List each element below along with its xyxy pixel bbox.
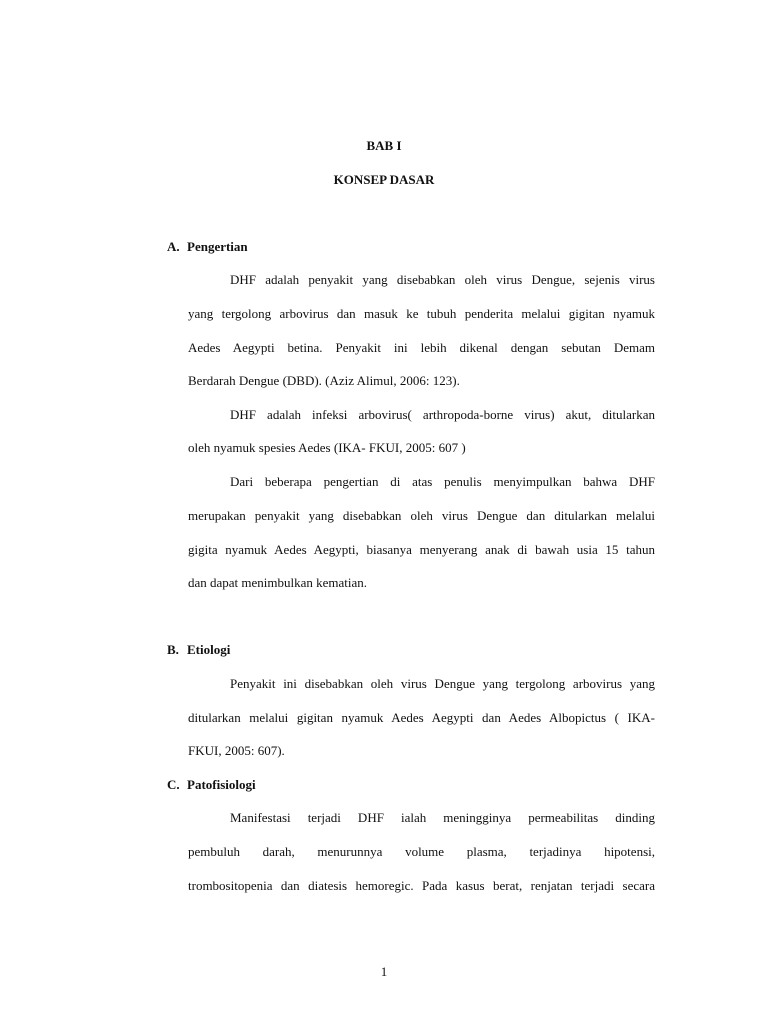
paragraph-line: DHF adalah penyakit yang disebabkan oleh virus Dengue, sejenis virus <box>230 272 655 287</box>
section-title: Patofisiologi <box>187 777 256 792</box>
section-title: Pengertian <box>187 239 248 254</box>
section-letter: A. <box>167 239 180 254</box>
paragraph-line: Manifestasi terjadi DHF ialah meningginya permeabilitas dinding <box>230 810 655 825</box>
section-heading-etiologi <box>167 642 230 658</box>
paragraph-line: dan dapat menimbulkan kematian. <box>188 575 368 590</box>
paragraph-line: Penyakit ini disebabkan oleh virus Dengue yang tergolong arbovirus yang <box>230 676 655 691</box>
paragraph-line: merupakan penyakit yang disebabkan oleh virus Dengue dan ditularkan melalui <box>188 508 655 523</box>
chapter-number: BAB I <box>366 138 402 153</box>
page-number: 1 <box>380 964 388 979</box>
paragraph-line: DHF adalah infeksi arbovirus( arthropoda-borne virus) akut, ditularkan <box>230 407 655 422</box>
paragraph-line: yang tergolong arbovirus dan masuk ke tubuh penderita melalui gigitan nyamuk <box>188 306 655 321</box>
section-letter: C. <box>167 777 180 792</box>
paragraph-line: pembuluh darah, menurunnya volume plasma, terjadinya hipotensi, <box>188 844 655 859</box>
section-letter: B. <box>167 642 179 657</box>
paragraph-line: gigita nyamuk Aedes Aegypti, biasanya menyerang anak di bawah usia 15 tahun <box>188 542 655 557</box>
section-heading-patofisiologi <box>167 777 256 793</box>
paragraph-line: Berdarah Dengue (DBD). (Aziz Alimul, 2006: 123). <box>188 373 460 388</box>
section-title: Etiologi <box>187 642 231 657</box>
paragraph-line: Aedes Aegypti betina. Penyakit ini lebih dikenal dengan sebutan Demam <box>188 340 655 355</box>
paragraph-line: oleh nyamuk spesies Aedes (IKA- FKUI, 2005: 607 ) <box>188 440 466 455</box>
paragraph-line: Dari beberapa pengertian di atas penulis menyimpulkan bahwa DHF <box>230 474 655 489</box>
paragraph-line: ditularkan melalui gigitan nyamuk Aedes Aegypti dan Aedes Albopictus ( IKA- <box>188 710 655 725</box>
chapter-title: KONSEP DASAR <box>333 172 435 187</box>
paragraph-line: trombositopenia dan diatesis hemoregic. Pada kasus berat, renjatan terjadi secara <box>188 878 655 893</box>
section-heading-pengertian <box>167 239 248 255</box>
paragraph-line: FKUI, 2005: 607). <box>188 743 285 758</box>
